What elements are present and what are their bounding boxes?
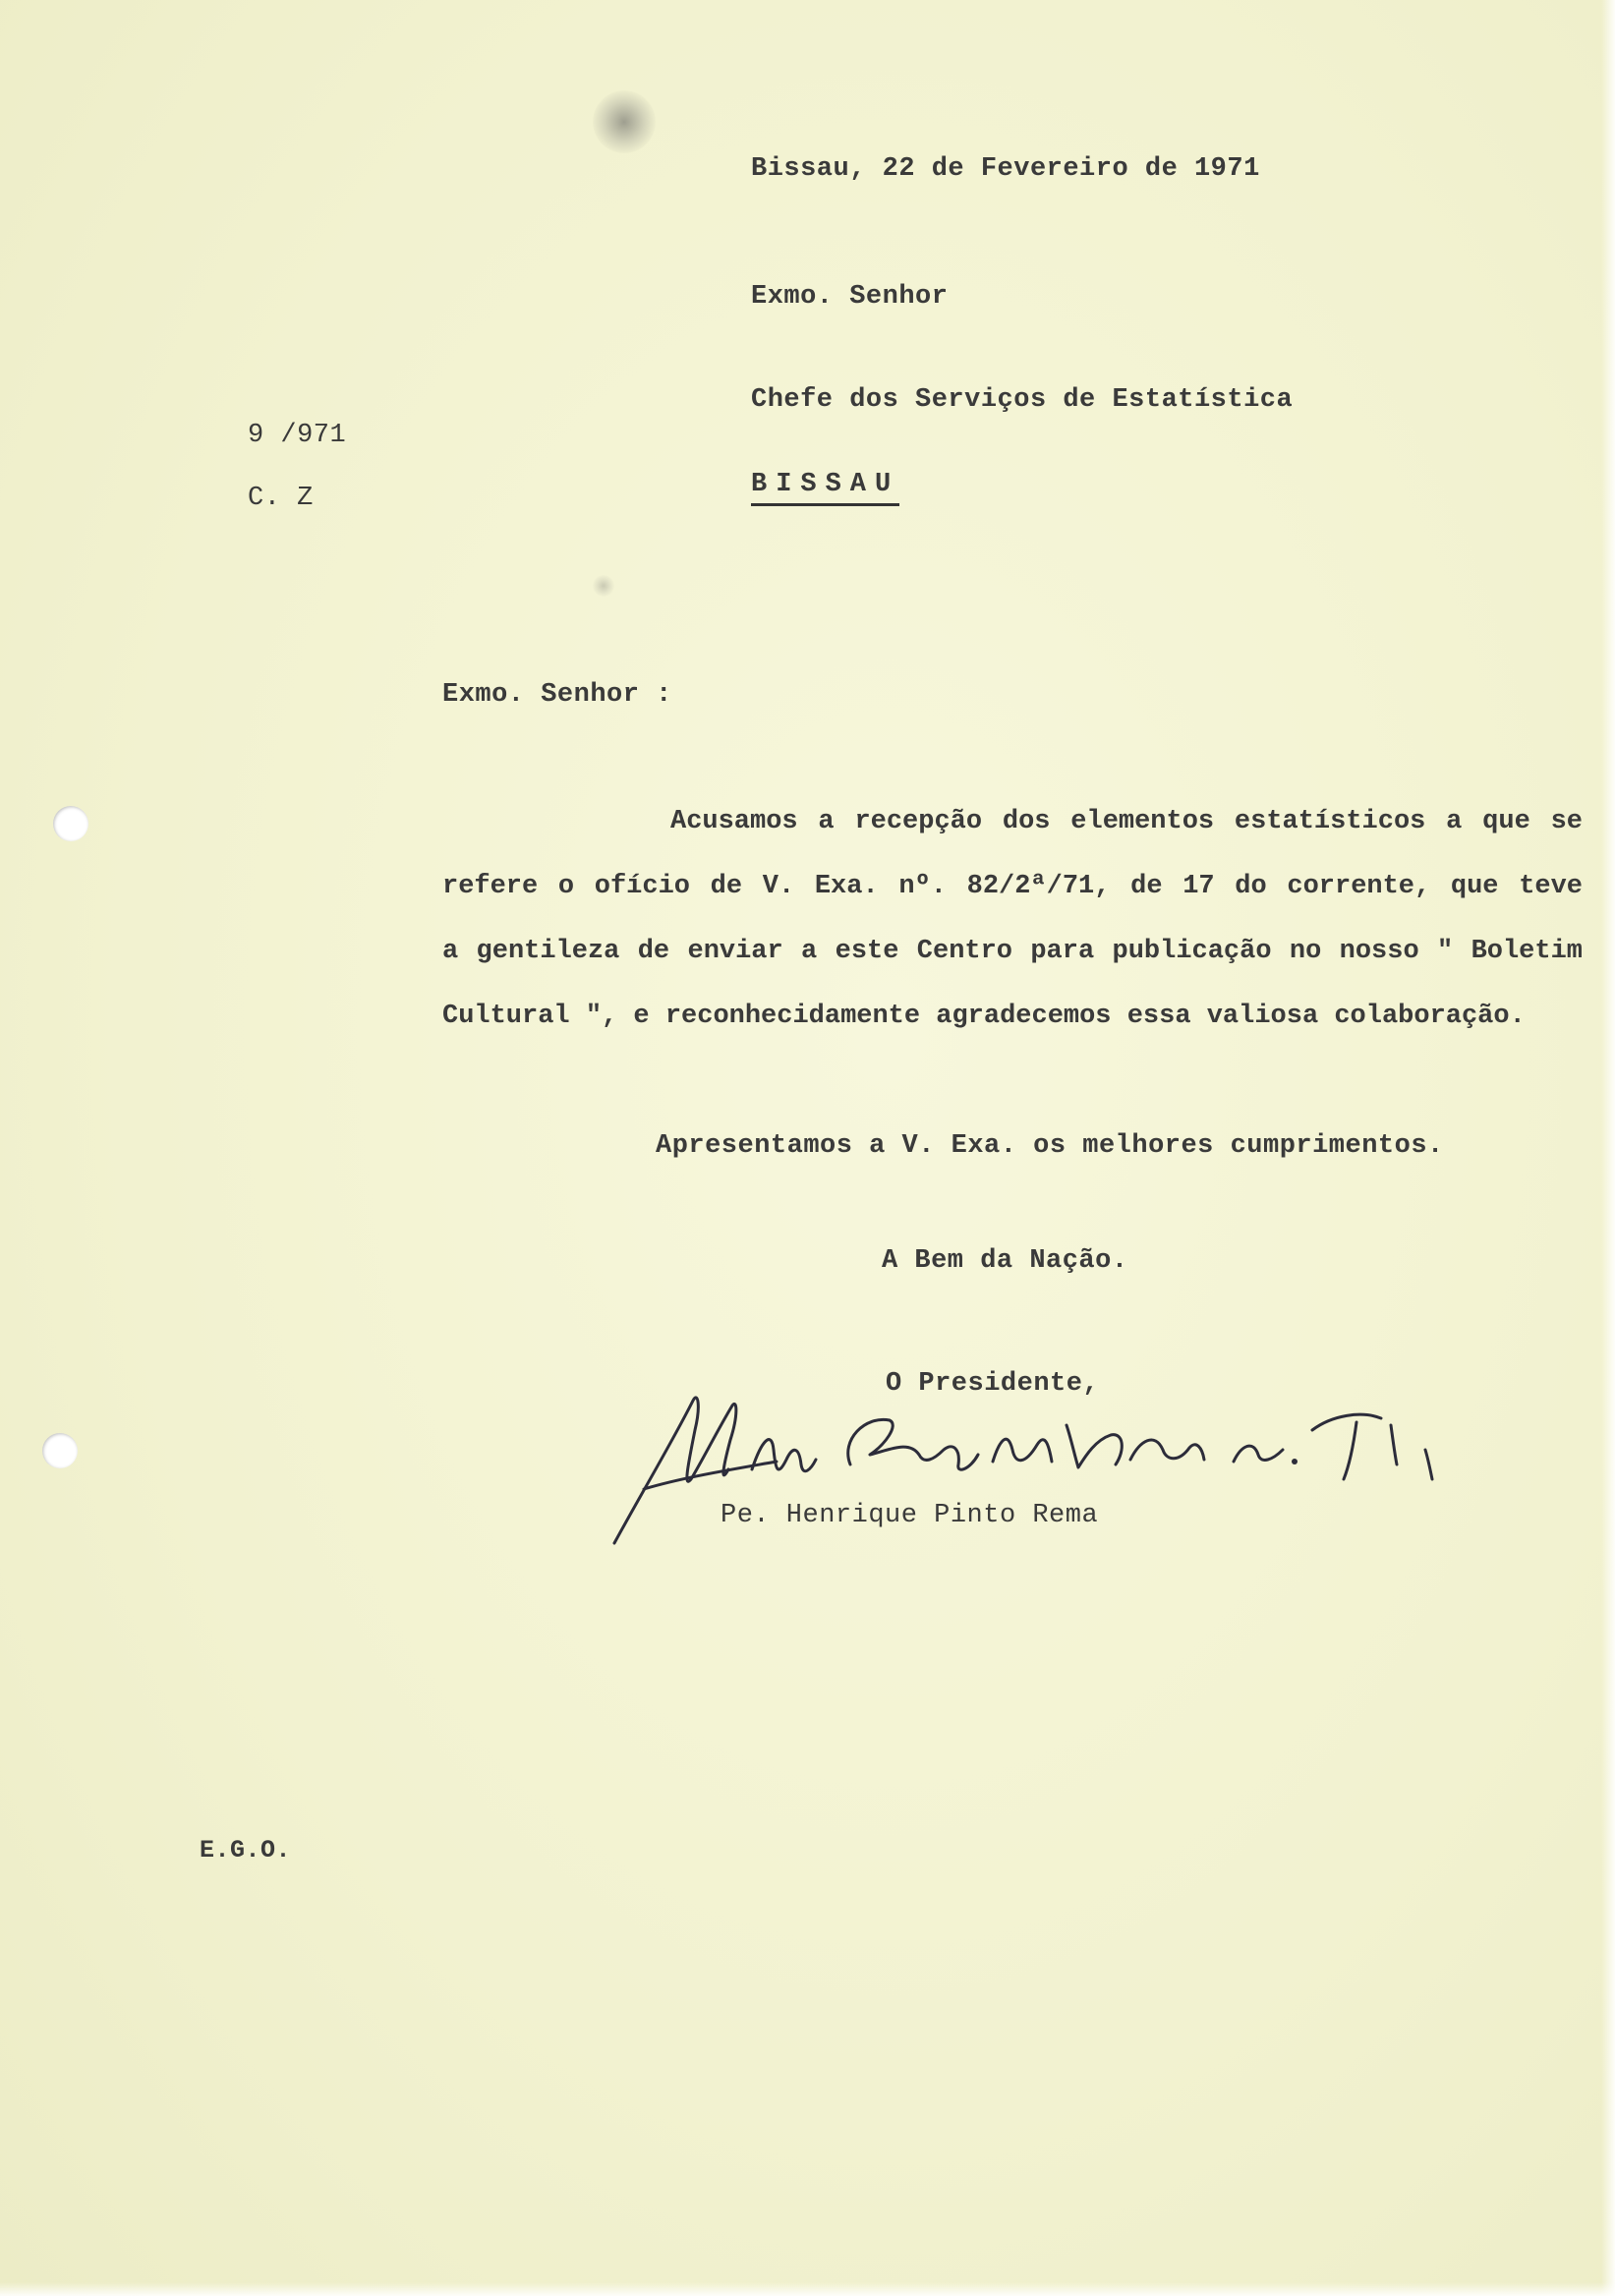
- body-line: refere o ofício de V. Exa. nº. 82/2ª/71, de 17 do corrente, que teve: [442, 872, 1583, 901]
- date-line: Bissau, 22 de Fevereiro de 1971: [751, 154, 1260, 184]
- reference-code: C. Z: [248, 484, 314, 513]
- signer-role: O Presidente,: [886, 1369, 1100, 1399]
- footer-initials: E.G.O.: [200, 1836, 292, 1865]
- punch-hole: [42, 1433, 78, 1468]
- recipient-title: Chefe dos Serviços de Estatística: [751, 385, 1294, 415]
- handwritten-signature: [605, 1371, 1470, 1568]
- body-paragraph: [442, 789, 1583, 1049]
- greeting: Exmo. Senhor :: [442, 680, 672, 710]
- body-line: Acusamos a recepção dos elementos estatísticos a que se: [670, 807, 1583, 836]
- ink-smudge: [593, 575, 614, 597]
- reference-number: 9 /971: [248, 421, 347, 450]
- signer-name: Pe. Henrique Pinto Rema: [721, 1501, 1099, 1530]
- closing-line: A Bem da Nação.: [882, 1246, 1128, 1276]
- body-line: a gentileza de enviar a este Centro para publicação no nosso " Boletim: [442, 937, 1583, 966]
- punch-hole: [53, 806, 88, 841]
- paper-edge: [1601, 0, 1615, 2296]
- paper-edge: [0, 2282, 1615, 2296]
- ink-smudge: [593, 90, 656, 153]
- recipient-city: BISSAU: [751, 470, 899, 506]
- recipient-salutation: Exmo. Senhor: [751, 282, 949, 312]
- body-line: Cultural ", e reconhecidamente agradecemos essa valiosa colaboração.: [442, 1002, 1526, 1031]
- regards-line: Apresentamos a V. Exa. os melhores cumprimentos.: [656, 1131, 1444, 1161]
